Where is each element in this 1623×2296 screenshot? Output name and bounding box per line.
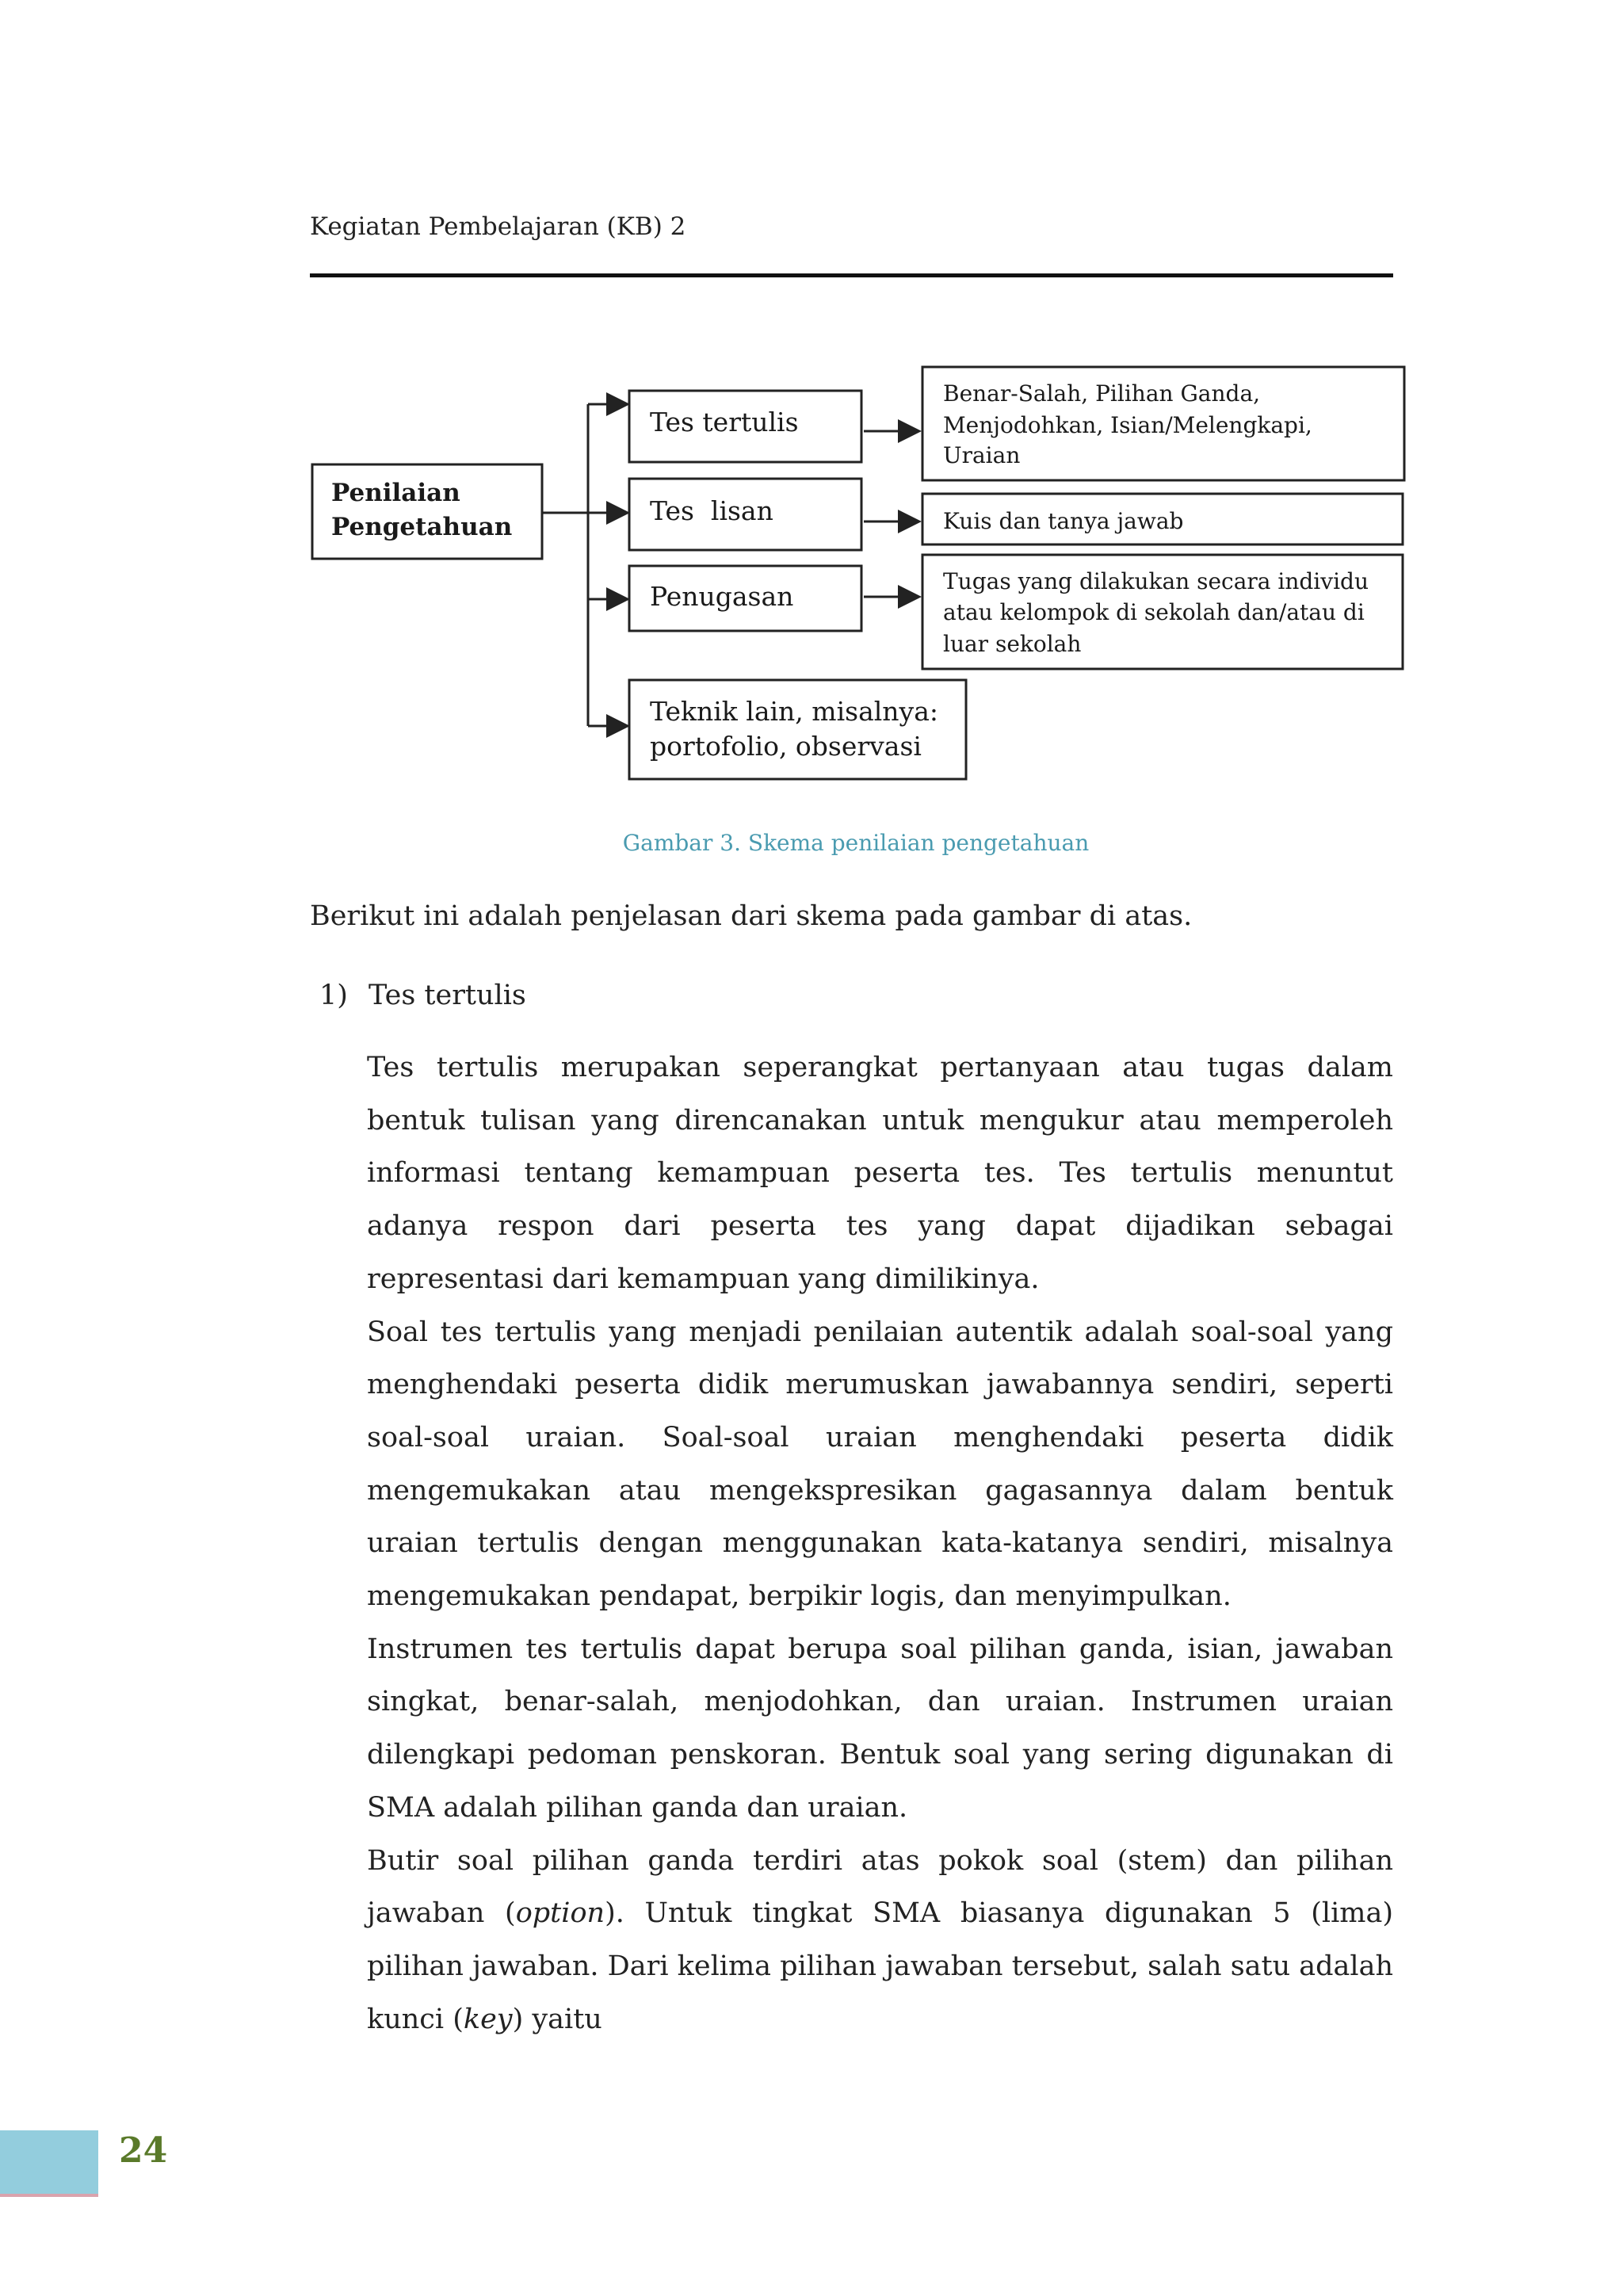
- method-label-tes-lisan: Tes lisan: [650, 495, 773, 526]
- detail-tes-tertulis-line3: Uraian: [943, 442, 1021, 468]
- page-number-tab: [0, 2130, 98, 2197]
- section-title: Tes tertulis: [369, 980, 526, 1011]
- paragraph-1: Tes tertulis merupakan seperangkat pertanyaan atau tugas dalam bentuk tulisan yang direncanakan untuk mengukur atau memperoleh informasi tentang kemampuan peserta tes. Tes tertulis menuntut adanya respon dari peserta tes yang dapat dijadikan sebagai representasi dari kemampuan yang dimilikinya.: [367, 1052, 1393, 1295]
- assessment-scheme-diagram: [0, 0, 1623, 808]
- method-label-tes-tertulis: Tes tertulis: [650, 407, 799, 437]
- paragraph-4-part3: ) yaitu: [512, 2003, 602, 2035]
- paragraph-3: Instrumen tes tertulis dapat berupa soal pilihan ganda, isian, jawaban singkat, benar-salah, menjodohkan, dan uraian. Instrumen uraian dilengkapi pedoman penskoran. Bentuk soal yang sering digunakan di SMA adalah pilihan ganda dan uraian.: [367, 1633, 1393, 1824]
- intro-paragraph: Berikut ini adalah penjelasan dari skema pada gambar di atas.: [310, 900, 1193, 932]
- root-label-line2: Pengetahuan: [331, 513, 513, 541]
- detail-tes-lisan-line1: Kuis dan tanya jawab: [943, 508, 1184, 534]
- term-option: option: [515, 1897, 605, 1930]
- running-header: Kegiatan Pembelajaran (KB) 2: [310, 212, 686, 241]
- term-key: key: [463, 2003, 513, 2035]
- figure-caption: Gambar 3. Skema penilaian pengetahuan: [622, 830, 1090, 856]
- paragraph-4-part2: ). Untuk tingkat SMA biasanya digunakan 5 (lima) pilihan jawaban. Dari kelima pilihan jawaban tersebut, salah satu adalah kunci (: [367, 1897, 1393, 2035]
- method-box-teknik-lain: [629, 680, 966, 779]
- detail-penugasan-line2: atau kelompok di sekolah dan/atau di: [943, 599, 1365, 625]
- section-body: [367, 1041, 1393, 2046]
- page-number: 24: [119, 2130, 168, 2171]
- method-label-penugasan: Penugasan: [650, 581, 794, 612]
- detail-tes-tertulis-line2: Menjodohkan, Isian/Melengkapi,: [943, 412, 1312, 438]
- method-label-teknik-lain-line2: portofolio, observasi: [650, 731, 922, 762]
- method-label-teknik-lain-line1: Teknik lain, misalnya:: [650, 696, 938, 727]
- paragraph-4-part1: Butir soal pilihan ganda terdiri atas pokok soal (stem) dan pilihan jawaban (: [367, 1844, 1393, 1930]
- paragraph-2: Soal tes tertulis yang menjadi penilaian autentik adalah soal-soal yang menghendaki peserta didik merumuskan jawabannya sendiri, seperti soal-soal uraian. Soal-soal uraian menghendaki peserta didik mengemukakan atau mengekspresikan gagasannya dalam bentuk uraian tertulis dengan menggunakan kata-katanya sendiri, misalnya mengemukakan pendapat, berpikir logis, dan menyimpulkan.: [367, 1316, 1393, 1613]
- paragraph-4: [367, 1835, 1393, 2046]
- detail-penugasan-line3: luar sekolah: [943, 631, 1082, 657]
- root-label-line1: Penilaian: [331, 479, 460, 507]
- detail-penugasan-line1: Tugas yang dilakukan secara individu: [943, 568, 1369, 594]
- section-number: 1): [319, 980, 348, 1011]
- section-heading: [319, 980, 526, 1011]
- detail-tes-tertulis-line1: Benar-Salah, Pilihan Ganda,: [943, 380, 1261, 407]
